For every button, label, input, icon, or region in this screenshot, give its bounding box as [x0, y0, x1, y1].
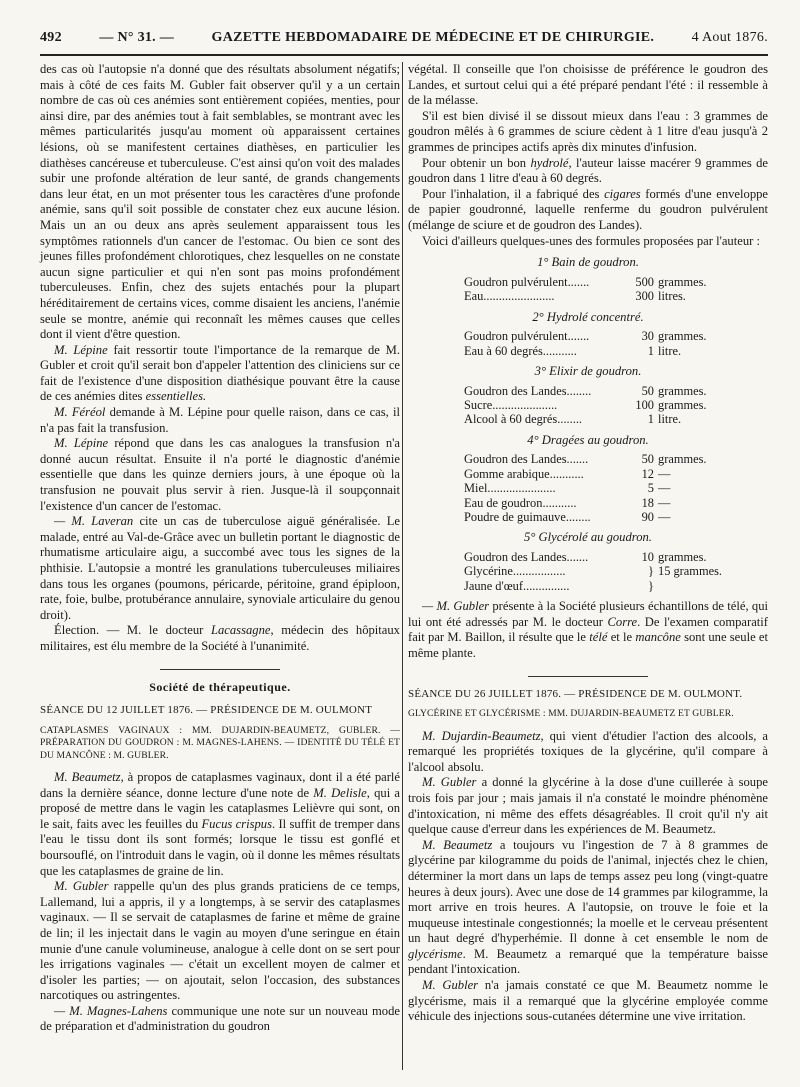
formula-item: Sucre..................... [464, 397, 558, 412]
formula-qty: 50 [641, 383, 654, 398]
formula-qty: 5 [647, 481, 654, 496]
formula-item: Poudre de guimauve........ [464, 509, 591, 524]
italic-term: Fucus crispus [201, 816, 272, 831]
italic-term: glycérisme [408, 946, 463, 961]
session-heading: SÉANCE DU 12 JUILLET 1876. — PRÉSIDENCE DE M. OULMONT [40, 704, 373, 717]
formula-title: 2° Hydrolé concentré. [532, 309, 644, 324]
paragraph: des cas où l'autopsie n'a donné que des résultats absolument négatifs; mais à côté de ces faits M. Gubler fait observer qu'il y a un certain nombre de cas où ces anémies sont entièrement copiées, menties, pour ainsi dire, par des anémies tout à fait semblables, se montrant avec les mêmes particularités jusqu'au moment où apparaissent certaines lésions, où se manifestent certaines diathèses, en particulier les diathèses cancéreuse et tuberculeuse. C'est ainsi qu'on voit des malades subir une profonde altération de leur santé, de grands changements dans leur état, en un mot présenter tous les caractères d'une profonde anémie, sans qu'il soit possible de constater chez eux aucune lésion. Mais un an ou deux ans après seulement apparaissent tous les symptômes rationnels d'un cancer de l'estomac. Ou bien ce sont des jeunes filles profondément chlorotiques, chez lesquelles on ne constate aucun signe particulier et qui n'en sont pas moins profondément tuberculeuses. Enfin, chez des sujets entachés pour la plupart héréditairement de certains vices, comme disaient les anciens, l'anémie seule se montre, anémie qui reconnaît les mêmes causes que celles dont il vient d'être question. [40, 62, 400, 342]
paragraph-text: sont une seule et même plante. [408, 630, 768, 660]
formula-row [464, 579, 728, 593]
paragraph [408, 775, 768, 837]
paragraph-text: fait ressortir toute l'importance de la remarque de M. Gubler et croit qu'il serait bon d'appeler l'attention des cliniciens sur ce fait de l'existence d'une disposition diathésique pouvant être la cause de ces anémies dites [40, 342, 400, 404]
session-heading: SÉANCE DU 26 JUILLET 1876. — PRÉSIDENCE DE M. OULMONT. [408, 687, 743, 700]
speaker-name: M. Beaumetz [54, 769, 121, 784]
formula-row [464, 329, 728, 343]
speaker-name: M. Féréol [54, 405, 106, 420]
formula-item: Eau de goudron........... [464, 495, 577, 510]
paragraph [408, 729, 768, 776]
formula-unit: grammes. [658, 274, 707, 289]
formula-table [464, 384, 728, 427]
formula-unit: litres. [658, 289, 686, 304]
paragraph [408, 978, 768, 1025]
paragraph: Voici d'ailleurs quelques-unes des formules proposées par l'auteur : [422, 233, 760, 248]
formula-qty: 90 [641, 509, 654, 524]
issue-number: — N° 31. — [99, 30, 175, 45]
page-number: 492 [40, 30, 62, 45]
formula-qty: 10 [641, 549, 654, 564]
speaker-name: M. Delisle [313, 785, 367, 800]
formula-item: Eau à 60 degrés........... [464, 343, 577, 358]
paragraph-text: a donné la glycérine à la dose d'une cuillerée à soupe trois fois par jour ; mais jamais il n'a constaté le moindre phénomène d'intoxication, ni même des effets désagréables. Il croit qu'il n'y ait quelque cause d'erreur dans les expériences de M. Beaumetz. [408, 775, 768, 837]
formula-item: Glycérine................. [464, 564, 566, 579]
formula-item: Goudron pulvérulent....... [464, 329, 590, 344]
paragraph-text: a toujours vu l'ingestion de 7 à 8 grammes de glycérine par kilogramme du poids de l'animal, injectés chez le chien, déterminer la mort dans un laps de temps assez peu long (vingt-quatre heures à deux jours). Avec une dose de 14 grammes par kilogramme, la mort arrive en trois heures. A l'autopsie, on trouve le foie et la muqueuse intestinale congestionnés; la moelle et le cerveau présentent un haut degré d'hyperhémie. Il donne à cet ensemble le nom de [408, 837, 769, 946]
formula-unit: litre. [658, 343, 682, 358]
paragraph-text: . De l'examen comparatif fait par M. Baillon, il résulte que le [408, 614, 768, 645]
paragraph-text: Pour obtenir un bon [422, 155, 531, 170]
session-subheads: GLYCÉRINE ET GLYCÉRISME : MM. DUJARDIN-BEAUMETZ ET GUBLER. [408, 708, 734, 720]
paragraph-text: et le [607, 630, 636, 645]
speaker-name: — M. Magnes-Lahens [54, 1003, 168, 1018]
formula-qty: 18 [641, 495, 654, 510]
formula-unit: grammes. [658, 452, 707, 467]
column-separator [402, 62, 403, 1070]
journal-title: GAZETTE HEBDOMADAIRE DE MÉDECINE ET DE CHIRURGIE. [211, 30, 655, 45]
formula-title: 4° Dragées au goudron. [527, 432, 649, 447]
formula-unit: grammes. [658, 397, 707, 412]
speaker-name: M. Gubler [54, 879, 109, 894]
formula-title: 5° Glycérolé au goudron. [524, 530, 652, 545]
italic-term: télé [589, 630, 608, 645]
formula-unit: 15 grammes. [658, 564, 723, 579]
speaker-name: — M. Laveran [54, 514, 134, 529]
paragraph-text: répond que dans les cas analogues la transfusion n'a donné aucun résultat. Ensuite il n'a porté le diagnostic d'anémie essentielle que dans les quinze derniers jours, à une époque où la transfusion ne pouvait plus servir à rien. Jusque-là il soupçonnait l'existence d'un cancer de l'estomac. [40, 436, 400, 513]
formula-row [464, 467, 728, 481]
speaker-name: M. Lépine [54, 436, 109, 451]
paragraph-text: formés d'une enveloppe de papier goudronné, laquelle renferme du goudron pulvérulent (mélange de sciure et de goudron des Landes). [408, 186, 768, 232]
formula-unit [658, 579, 728, 593]
section-divider [528, 676, 648, 677]
formula-row [464, 384, 728, 398]
formula-item: Goudron des Landes....... [464, 549, 589, 564]
paragraph-text: , qui a proposé de mettre dans le vagin les cataplasmes Lelièvre qui sont, on le sait, faits avec les feuilles du [40, 785, 400, 831]
paragraph-text: . M. Beaumetz a remarqué que la température baisse pendant l'intoxication. [408, 946, 768, 977]
formula-item: Jaune d'œuf............... [464, 578, 570, 593]
section-divider [160, 669, 280, 670]
right-column [408, 62, 768, 1025]
formula-row [464, 481, 728, 495]
formula-row [464, 289, 728, 303]
formula-unit: — [658, 466, 671, 481]
paragraph [40, 436, 400, 514]
formula-title: 3° Elixir de goudron. [534, 363, 642, 378]
paragraph-text: Pour l'inhalation, il a fabriqué des [422, 186, 605, 201]
paragraph [40, 343, 400, 405]
formula-row [464, 398, 728, 412]
paragraph-text: l'auteur laisse macérer 9 grammes de goudron dans 1 litre d'eau à 60 degrés. [408, 155, 768, 186]
paragraph-text: , médecin des hôpitaux militaires, est élu membre de la Société à l'unanimité. [40, 623, 400, 653]
formula-row [464, 344, 728, 358]
paragraph-text: . Il suffit de tremper dans l'eau le tissu dont ils sont formés; lorsque le tissu est gonflé et boursouflé, on l'introduit dans le vagin, où il donne les mêmes résultats que les cataplasmes de graine de lin. [40, 816, 400, 878]
paragraph [40, 770, 400, 879]
speaker-name: M. Gubler [422, 775, 477, 790]
speaker-name: Corre [607, 614, 638, 629]
formula-item: Miel...................... [464, 481, 556, 496]
formula-table [464, 275, 728, 304]
formula-qty: 50 [641, 452, 654, 467]
section-title: Société de thérapeutique. [149, 679, 291, 694]
formula-qty: 300 [635, 289, 654, 304]
formula-table [464, 550, 728, 593]
paragraph [40, 514, 400, 623]
speaker-name: M. Lépine [54, 342, 108, 357]
formula-row [464, 564, 728, 578]
running-header [40, 30, 768, 52]
formula-list [408, 255, 768, 593]
session-subheads: CATAPLASMES VAGINAUX : MM. DUJARDIN-BEAUMETZ, GUBLER. — PRÉPARATION DU GOUDRON : M. MAGNES-LAHENS. — IDENTITÉ DU TÉLÉ ET DU MANCÔNE : M. GUBLER. [40, 724, 400, 761]
formula-qty: 500 [635, 274, 654, 289]
formula-row [464, 496, 728, 510]
formula-item: Gomme arabique........... [464, 466, 584, 481]
formula-item: Goudron des Landes....... [464, 452, 589, 467]
formula-unit: grammes. [658, 329, 707, 344]
paragraph-text: rappelle qu'un des plus grands praticiens de ce temps, Lallemand, lui a appris, il y a longtemps, à se servir des cataplasmes vaginaux. — Il se servait de cataplasmes de farine et même de graine de lin; il les injectait dans le vagin au moyen d'une seringue en étain munie d'une canule volumineuse, analogue à celle dont on se sert pour les irrigations vaginales — c'était un excellent moyen de calmer et d'isoler les parties; — on ajoutait, selon l'occasion, des substances narcotiques ou astringentes. [40, 879, 400, 1003]
paragraph-text: , qui vient d'étudier l'action des alcools, a remarqué les propriétés toxiques de la glycérine, qu'il compare à l'alcool absolu. [408, 728, 768, 774]
paragraph-text: demande à M. Lépine pour quelle raison, dans ce cas, il n'a pas fait la transfusion. [40, 405, 400, 435]
formula-unit: — [658, 481, 671, 496]
speaker-name: M. Beaumetz [422, 837, 493, 852]
formula-table [464, 329, 728, 358]
paragraph-text: n'a jamais constaté ce que M. Beaumetz nomme le glycérisme, mais il a remarqué que la glycérine employée comme véhicule des injections sous-cutanées détermine une vive irritation. [408, 978, 769, 1024]
italic-term: hydrolé, [530, 155, 572, 170]
formula-unit: grammes. [658, 383, 707, 398]
header-rule [40, 54, 768, 56]
paragraph [40, 879, 400, 1004]
speaker-name: M. Dujardin-Beaumetz [422, 728, 541, 743]
paragraph-text: , à propos de cataplasmes vaginaux, dont il a été parlé dans la dernière séance, donne lecture d'une note de [40, 769, 400, 800]
formula-row [464, 550, 728, 564]
formula-unit: grammes. [658, 549, 707, 564]
paragraph [40, 405, 400, 436]
formula-title: 1° Bain de goudron. [537, 255, 639, 270]
paragraph-lead: Élection. — M. le docteur [54, 623, 211, 638]
formula-qty: } [648, 578, 654, 593]
paragraph-text: cite un cas de tuberculose aiguë généralisée. Le malade, entré au Val-de-Grâce avec un bulletin portant le diagnostic de rhumatisme articulaire aigu, a succombé avec tous les signes de la phthisie. L'autopsie a montré les granulations tuberculeuses miliaires dans tous les organes (poumons, péricarde, péritoine, grand épiploon, rate, foie, bulbe, protubérance annulaire, synoviale articulaire du genou droit). [40, 514, 400, 622]
formula-qty: 30 [641, 329, 654, 344]
speaker-name: — M. Gubler [422, 599, 490, 614]
paragraph-text: présente à la Société plusieurs échantillons de télé, qui lui ont été adressés par M. le docteur [408, 599, 769, 629]
formula-row [464, 510, 728, 524]
paragraph [408, 187, 768, 234]
formula-unit: — [658, 509, 671, 524]
formula-item: Alcool à 60 degrés........ [464, 412, 583, 427]
formula-item: Eau....................... [464, 289, 555, 304]
speaker-name: Lacassagne [210, 623, 271, 638]
left-column [40, 62, 400, 1035]
formula-unit: litre. [658, 412, 682, 427]
italic-term: mancône [635, 630, 681, 645]
issue-date: 4 Aout 1876. [691, 30, 768, 45]
formula-item: Goudron pulvérulent....... [464, 274, 590, 289]
formula-qty: 100 [635, 397, 654, 412]
formula-qty: 1 [647, 343, 654, 358]
paragraph [40, 1004, 400, 1035]
paragraph-text: communique une note sur un nouveau mode de préparation et d'administration du goudron [40, 1003, 400, 1034]
paragraph: végétal. Il conseille que l'on choisisse de préférence le goudron des Landes, et surtout celui qui a été préparé pendant l'été : il ressemble à de la mélasse. [408, 62, 768, 108]
formula-table [464, 452, 728, 524]
formula-qty: 1 [647, 412, 654, 427]
paragraph [408, 599, 768, 661]
formula-qty: } [648, 564, 654, 579]
paragraph: S'il est bien divisé il se dissout mieux dans l'eau : 3 grammes de goudron mêlés à 6 grammes de sciure cèdent à 1 litre d'eau jusqu'à 2 grammes de principes actifs après dix minutes d'infusion. [408, 108, 768, 154]
formula-row [464, 412, 728, 426]
formula-row [464, 275, 728, 289]
italic-term: essentielles. [145, 389, 207, 404]
paragraph [408, 156, 768, 187]
formula-item: Goudron des Landes........ [464, 383, 592, 398]
italic-term: cigares [604, 186, 641, 201]
paragraph [408, 838, 768, 978]
formula-qty: 12 [641, 466, 654, 481]
formula-unit: — [658, 495, 671, 510]
paragraph [40, 623, 400, 654]
formula-row [464, 452, 728, 466]
speaker-name: M. Gubler [422, 978, 479, 993]
